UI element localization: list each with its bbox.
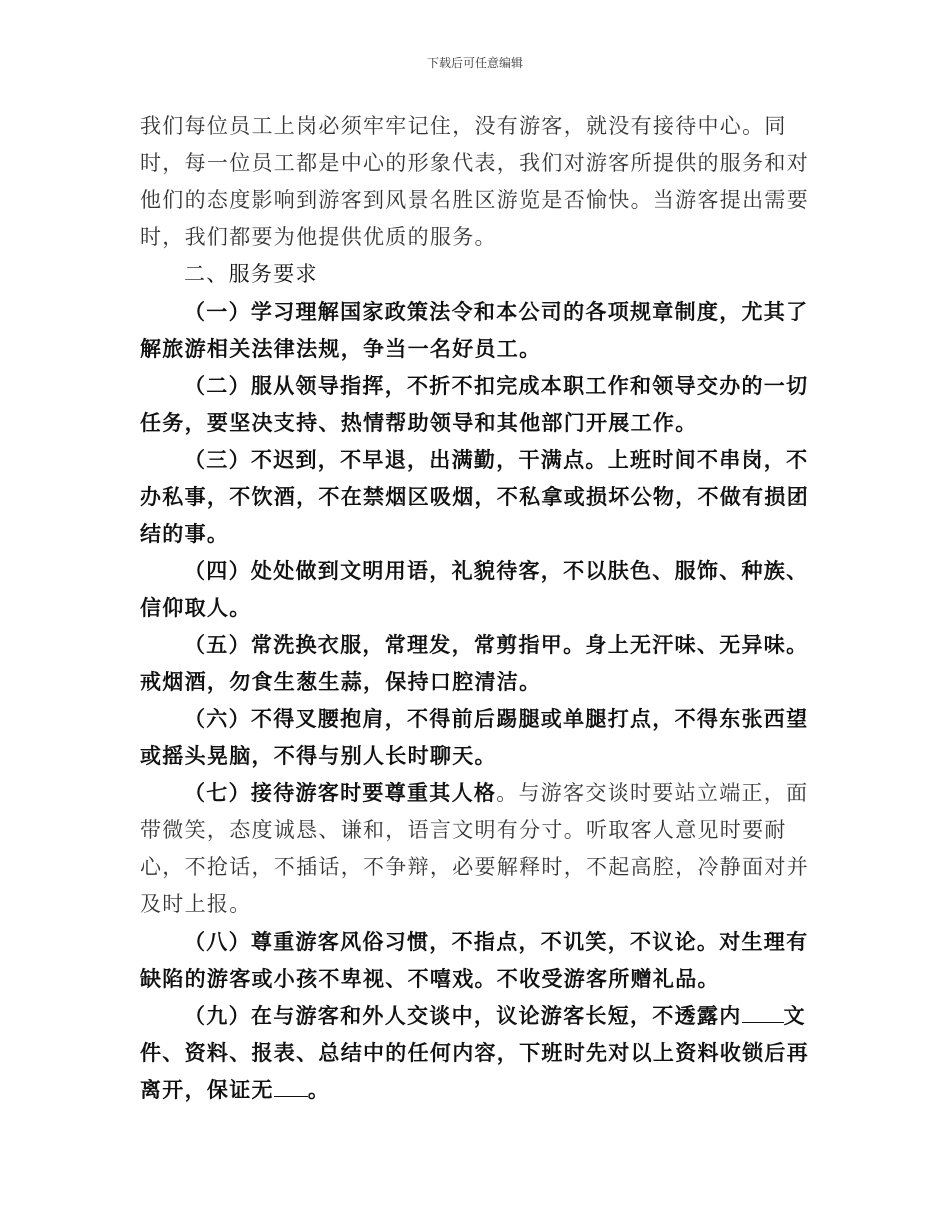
item-7-rest-text: 。与游客交谈时要站立端正，面带微笑，态度诚恳、谦和，语言文明有分寸。听取客人意见时要耐心，不抢话，不插话，不争辩，必要解释时，不起高腔，冷静面对并及时上报。 <box>140 781 809 916</box>
item-8: （八）尊重游客风俗习惯，不指点，不讥笑，不议论。对生理有缺陷的游客或小孩不卑视、不嘻戏。不收受游客所赠礼品。 <box>140 929 809 991</box>
item-2: （二）服从领导指挥，不折不扣完成本职工作和领导交办的一切任务，要坚决支持、热情帮助领导和其他部门开展工作。 <box>140 373 809 435</box>
item-9-text-2: 文件、资料、报表、总结中的任何内容，下班时先对以上资料收锁后再离开，保证无 <box>140 1003 809 1102</box>
item-7 <box>140 774 830 923</box>
item-9 <box>140 997 830 1108</box>
item-1: （一）学习理解国家政策法令和本公司的各项规章制度，尤其了解旅游相关法律法规，争当一名好员工。 <box>140 299 809 361</box>
item-9-text-1: （九）在与游客和外人交谈中，议论游客长短，不透露内 <box>184 1003 742 1028</box>
item-7-bold-text: （七）接待游客时要尊重其人格 <box>184 780 497 805</box>
item-4: （四）处处做到文明用语，礼貌待客，不以肤色、服饰、种族、信仰取人。 <box>140 558 809 620</box>
document-body <box>140 108 830 1108</box>
intro-paragraph: 我们每位员工上岗必须牢牢记住，没有游客，就没有接待中心。同时，每一位员工都是中心的形象代表，我们对游客所提供的服务和对他们的态度影响到游客到风景名胜区游览是否愉快。当游客提出需要时，我们都要为他提供优质的服务。 <box>140 114 809 249</box>
item-3: （三）不迟到，不早退，出满勤，干满点。上班时间不串岗，不办私事，不饮酒，不在禁烟区吸烟，不私拿或损坏公物，不做有损团结的事。 <box>140 447 809 546</box>
item-6: （六）不得叉腰抱肩，不得前后踢腿或单腿打点，不得东张西望或摇头晃脑，不得与别人长时聊天。 <box>140 706 809 768</box>
fill-blank-2 <box>274 1078 308 1097</box>
section-title: 二、服务要求 <box>184 262 318 286</box>
page-header: 下载后可任意编辑 <box>426 56 523 70</box>
fill-blank-1 <box>742 1004 784 1023</box>
item-9-text-3: 。 <box>307 1077 331 1102</box>
item-5: （五）常洗换衣服，常理发，常剪指甲。身上无汗味、无异味。戒烟酒，勿食生葱生蒜，保持口腔清洁。 <box>140 632 809 694</box>
